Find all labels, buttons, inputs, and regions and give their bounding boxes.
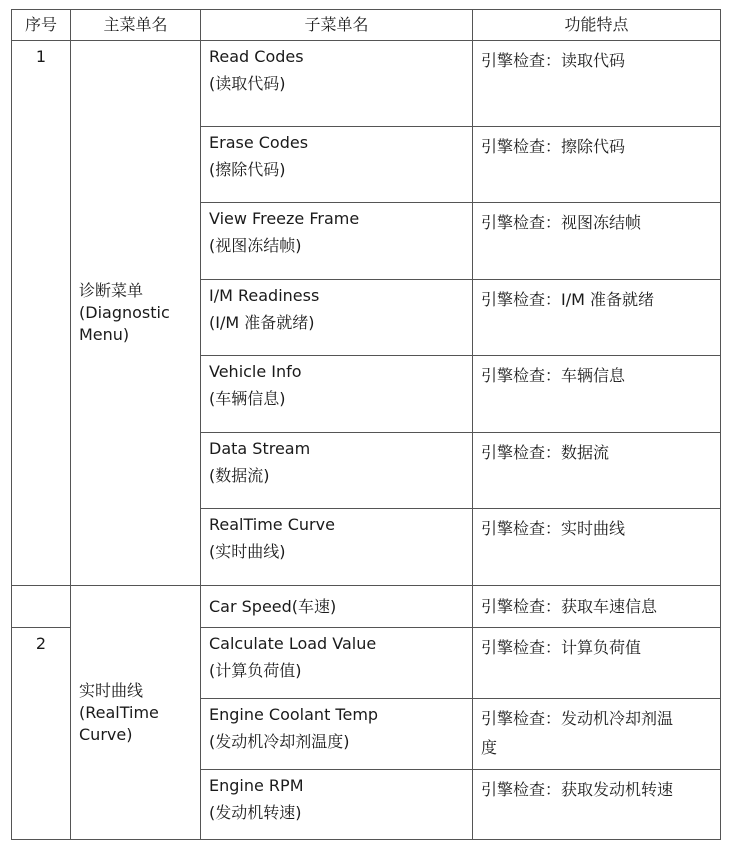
function-cell: 引擎检查：I/M 准备就绪 bbox=[473, 280, 721, 356]
index-cell: 1 bbox=[12, 41, 71, 586]
sub-menu-en: View Freeze Frame bbox=[209, 209, 360, 228]
function-cell: 引擎检查：读取代码 bbox=[473, 41, 721, 127]
sub-menu-zh: (计算负荷值) bbox=[209, 661, 302, 680]
main-menu-en: (RealTime bbox=[79, 702, 159, 722]
sub-menu-zh: (发动机冷却剂温度) bbox=[209, 732, 350, 751]
sub-menu-cell bbox=[201, 628, 473, 699]
function-cell: 引擎检查：车辆信息 bbox=[473, 356, 721, 433]
function-text: 度 bbox=[481, 738, 498, 757]
index-cell-empty bbox=[12, 586, 71, 628]
sub-menu-cell bbox=[201, 770, 473, 840]
header-sub-menu: 子菜单名 bbox=[201, 10, 473, 41]
sub-menu-cell bbox=[201, 699, 473, 770]
main-menu-cell bbox=[71, 41, 201, 586]
sub-menu-zh: (读取代码) bbox=[209, 74, 286, 93]
function-cell: 引擎检查：计算负荷值 bbox=[473, 628, 721, 699]
sub-menu-en: Engine Coolant Temp bbox=[209, 705, 379, 724]
main-menu-zh: 实时曲线 bbox=[79, 680, 144, 700]
sub-menu-en: Data Stream bbox=[209, 439, 311, 458]
sub-menu-zh: (实时曲线) bbox=[209, 542, 286, 561]
main-menu-en: Menu) bbox=[79, 325, 130, 344]
function-cell: 引擎检查：获取发动机转速 bbox=[473, 770, 721, 840]
menu-table bbox=[11, 9, 721, 840]
sub-menu-en: RealTime Curve bbox=[209, 515, 335, 534]
sub-menu-en: Engine RPM bbox=[209, 776, 304, 795]
main-menu-en: Curve) bbox=[79, 724, 133, 744]
function-cell: 引擎检查：数据流 bbox=[473, 433, 721, 509]
main-menu-zh: 诊断菜单 bbox=[79, 281, 144, 300]
sub-menu-en: Erase Codes bbox=[209, 133, 309, 152]
header-index: 序号 bbox=[12, 10, 71, 41]
sub-menu-zh: (数据流) bbox=[209, 466, 270, 485]
header-row bbox=[12, 10, 721, 41]
sub-menu-en: I/M Readiness bbox=[209, 286, 320, 305]
sub-menu-cell bbox=[201, 41, 473, 127]
sub-menu-zh: (发动机转速) bbox=[209, 803, 302, 822]
sub-menu-cell bbox=[201, 127, 473, 203]
function-cell: 引擎检查：获取车速信息 bbox=[473, 586, 721, 628]
sub-menu-en: Calculate Load Value bbox=[209, 634, 377, 653]
main-menu-cell bbox=[71, 586, 201, 840]
table-row bbox=[12, 586, 721, 628]
main-menu-en: (Diagnostic bbox=[79, 303, 170, 322]
sub-menu-zh: (I/M 准备就绪) bbox=[209, 313, 315, 332]
header-function: 功能特点 bbox=[473, 10, 721, 41]
sub-menu-cell bbox=[201, 280, 473, 356]
sub-menu-zh: (视图冻结帧) bbox=[209, 236, 302, 255]
table-row bbox=[12, 41, 721, 127]
index-cell: 2 bbox=[12, 628, 71, 840]
function-cell: 引擎检查：擦除代码 bbox=[473, 127, 721, 203]
header-main-menu: 主菜单名 bbox=[71, 10, 201, 41]
sub-menu-zh: (擦除代码) bbox=[209, 160, 286, 179]
sub-menu-en: Vehicle Info bbox=[209, 362, 302, 381]
function-cell bbox=[473, 699, 721, 770]
sub-menu-cell bbox=[201, 203, 473, 280]
sub-menu-en: Car Speed(车速) bbox=[209, 597, 337, 616]
sub-menu-zh: (车辆信息) bbox=[209, 389, 286, 408]
sub-menu-en: Read Codes bbox=[209, 47, 304, 66]
sub-menu-cell bbox=[201, 433, 473, 509]
sub-menu-cell bbox=[201, 586, 473, 628]
function-cell: 引擎检查：实时曲线 bbox=[473, 509, 721, 586]
sub-menu-cell bbox=[201, 356, 473, 433]
function-cell: 引擎检查：视图冻结帧 bbox=[473, 203, 721, 280]
sub-menu-cell bbox=[201, 509, 473, 586]
function-text: 引擎检查：发动机冷却剂温 bbox=[481, 709, 674, 728]
